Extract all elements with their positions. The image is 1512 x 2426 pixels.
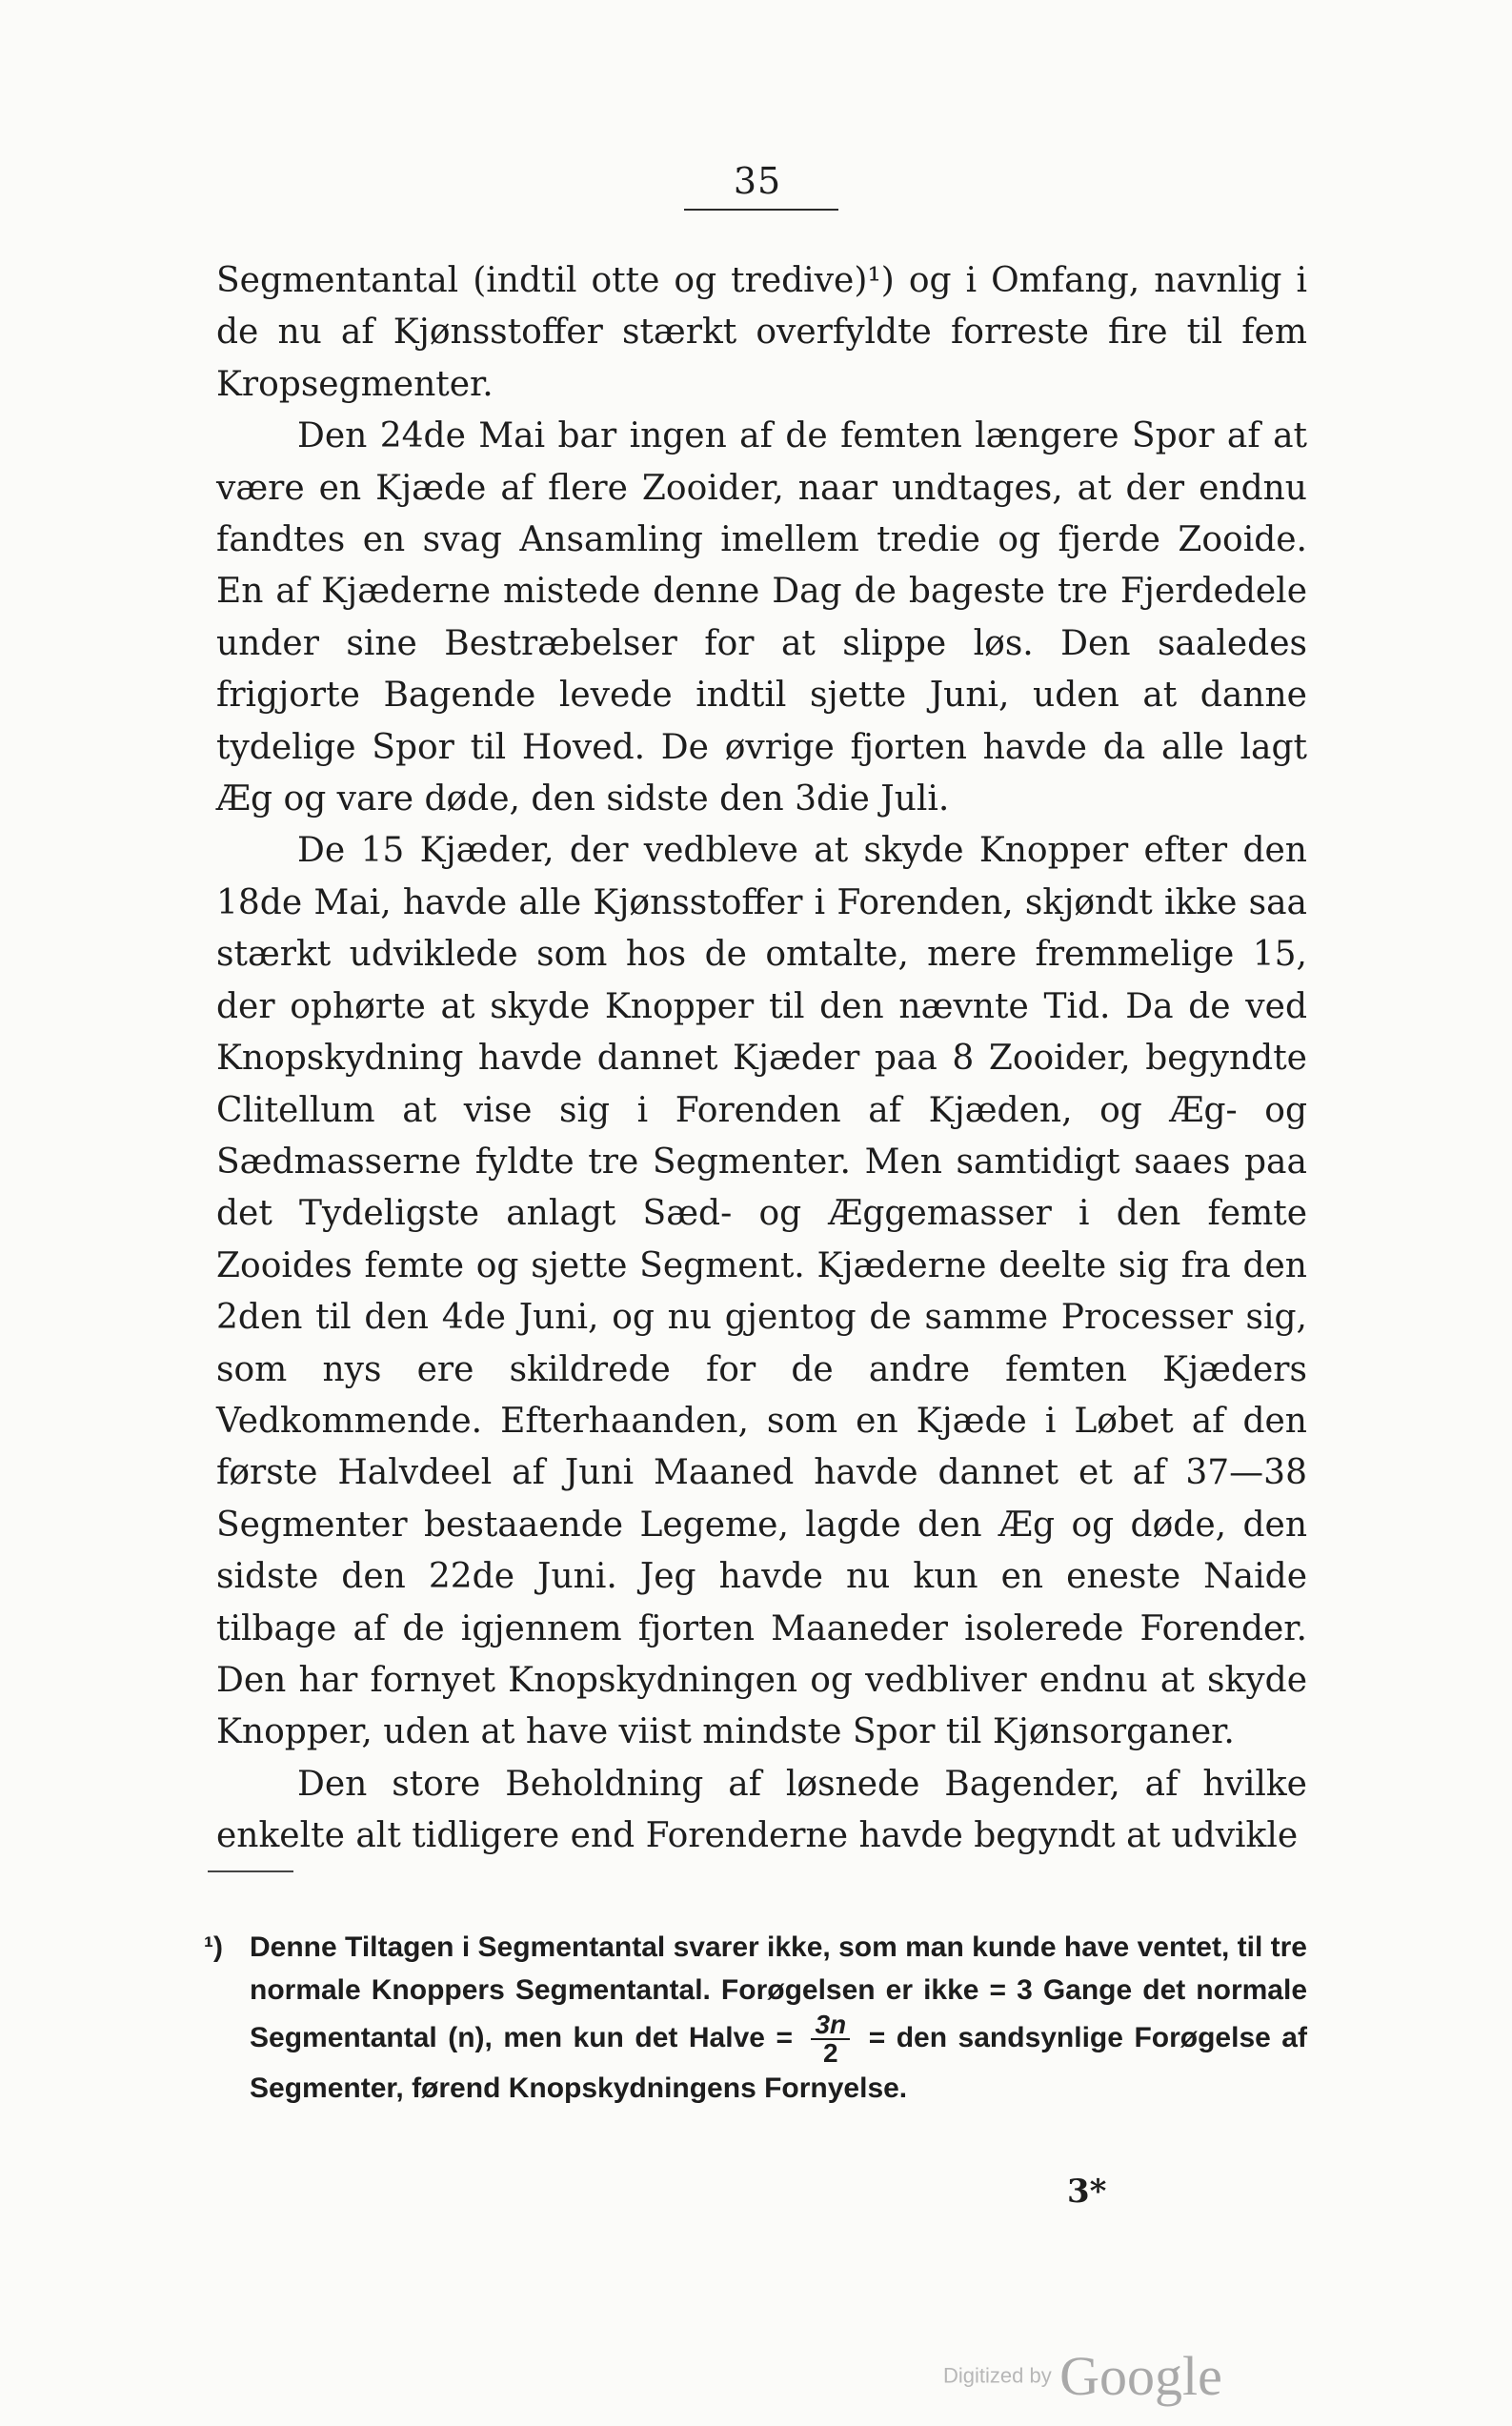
paragraph-1: Segmentantal (indtil otte og tredive)¹) og i Omfang, navnlig i de nu af Kjønsstoffer stærkt overfyldte forreste fire til fem Kropsegmenter. [216,261,1307,404]
fraction-denominator: 2 [823,2038,838,2068]
watermark-prefix: Digitized by [943,2363,1052,2388]
paragraph-4: Den store Beholdning af løsnede Bagender, af hvilke enkelte alt tidligere end Forenderne havde begyndt at udvikle [216,1764,1307,1856]
fraction [811,2012,850,2067]
watermark [943,2344,1222,2408]
paragraph-2: Den 24de Mai bar ingen af de femten længere Spor af at være en Kjæde af flere Zooider, naar undtages, at der endnu fandtes en svag Ansamling imellem tredie og fjerde Zooide. En af Kjæderne mistede denne Dag de bageste tre Fjerdedele under sine Bestræbelser for at slippe løs. Den saaledes frigjorte Bagende levede indtil sjette Juni, uden at danne tydelige Spor til Hoved. De øvrige fjorten havde da alle lagt Æg og vare døde, den sidste den 3die Juli. [216,416,1307,819]
signature-mark: 3* [1067,2173,1107,2211]
page-number: 35 [733,160,782,202]
paragraph-3: De 15 Kjæder, der vedbleve at skyde Knopper efter den 18de Mai, havde alle Kjønsstoffer i Forenden, skjøndt ikke saa stærkt udviklede som hos de omtalte, mere fremmelige 15, der ophørte at skyde Knopper til den nævnte Tid. Da de ved Knopskydning havde dannet Kjæder paa 8 Zooider, begyndte Clitellum at vise sig i Forenden af Kjæden, og Æg- og Sædmasserne fyldte tre Segmenter. Men samtidigt saaes paa det Tydeligste anlagt Sæd- og Æggemasser i den femte Zooides femte og sjette Segment. Kjæderne deelte sig fra den 2den til den 4de Juni, og nu gjentog de samme Processer sig, som nys ere skildrede for de andre femten Kjæders Vedkommende. Efterhaanden, som en Kjæde i Løbet af den første Halvdeel af Juni Maaned havde dannet et af 37—38 Segmenter bestaaende Legeme, lagde den Æg og døde, den sidste den 22de Juni. Jeg havde nu kun en eneste Naide tilbage af de igjennem fjorten Maaneder isolerede Forender. Den har fornyet Knopskydningen og vedbliver endnu at skyde Knopper, uden at have viist mindste Spor til Kjønsorganer. [216,831,1307,1752]
main-text [216,255,1307,1863]
footnote-text-after: = den sandsynlige Forøgelse af Segmenter, førend Knopskydningens Fornyelse. [250,2021,1307,2104]
fraction-numerator: 3n [811,2012,850,2040]
google-logo: Google [1059,2345,1222,2407]
footnote-marker: ¹) [204,1931,223,1963]
footnote [204,1926,1307,2110]
footnote-rule [208,1870,293,1872]
page-number-rule [684,209,838,211]
footnote-text-before: Denne Tiltagen i Segmentantal svarer ikke, som man kunde have ventet, til tre normale Knoppers Segmentantal. Forøgelsen er ikke = 3 Gange det normale Segmentantal (n), men kun det Halve = [250,1931,1307,2053]
